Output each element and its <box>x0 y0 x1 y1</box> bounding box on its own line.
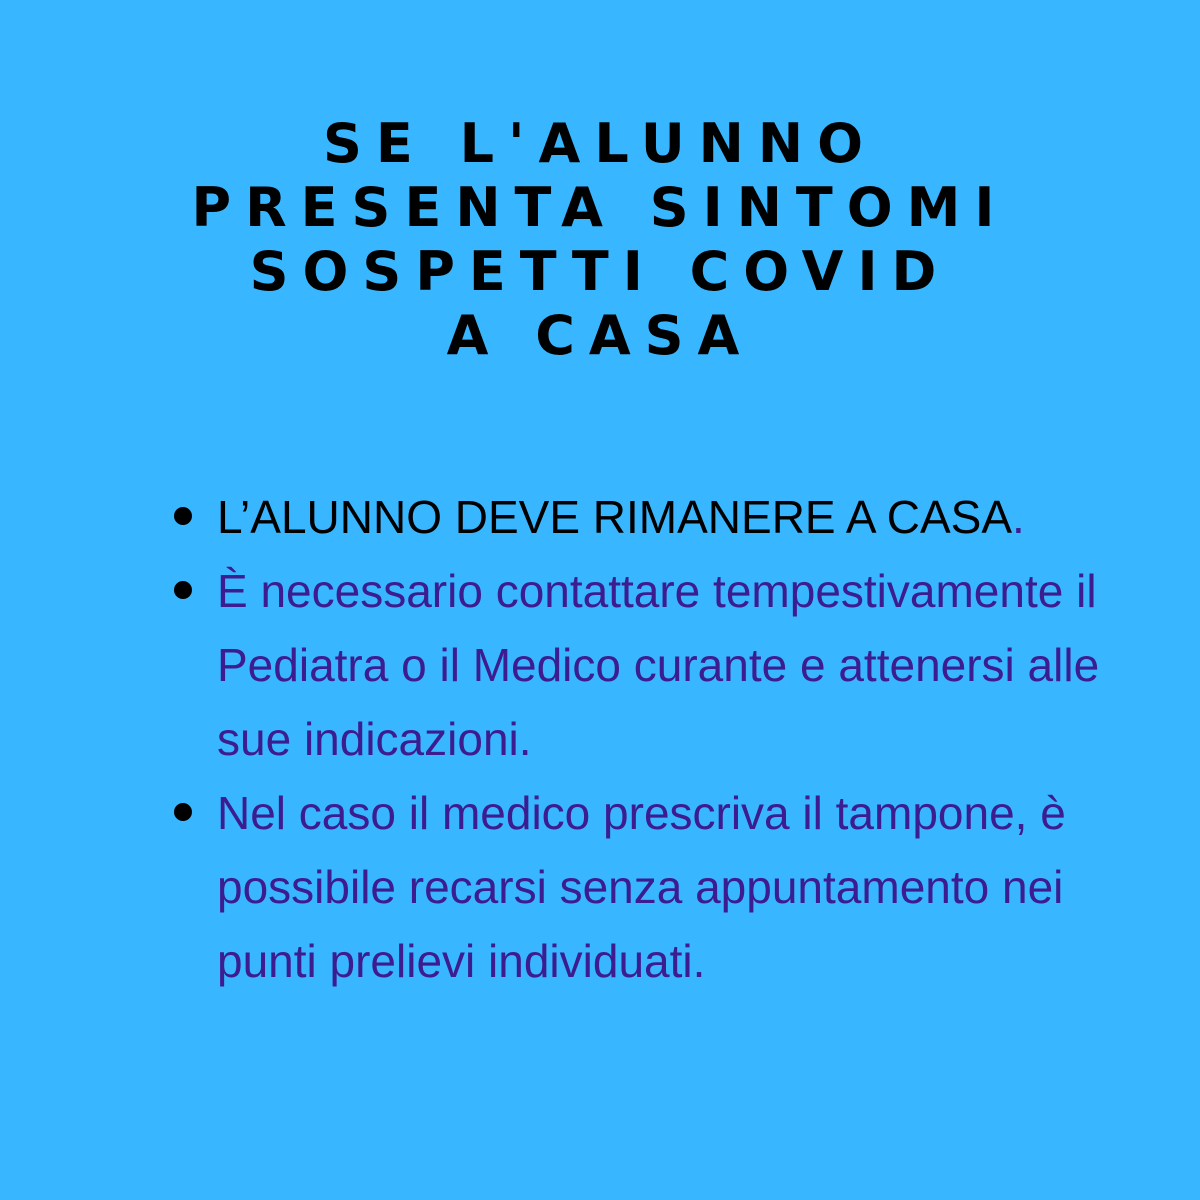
bullet-dot-icon <box>174 581 192 599</box>
page-title <box>0 112 1200 368</box>
title-line: SOSPETTI COVID <box>249 240 951 303</box>
list-item <box>160 480 1160 554</box>
list-item-tail-text: . <box>1012 491 1025 543</box>
list-item <box>160 776 1160 998</box>
title-line: A CASA <box>446 304 754 367</box>
title-line: SE L'ALUNNO <box>323 112 877 175</box>
title-line: PRESENTA SINTOMI <box>191 176 1009 239</box>
bullet-dot-icon <box>174 803 192 821</box>
bullet-dot-icon <box>174 507 192 525</box>
list-item-strong-text: L’ALUNNO DEVE RIMANERE A CASA <box>217 491 1013 543</box>
list-item <box>160 554 1160 776</box>
list-item-text: Nel caso il medico prescriva il tampone, è possibile recarsi senza appuntamento nei punti prelievi individuati. <box>217 787 1066 987</box>
list-item-text: È necessario contattare tempestivamente il Pediatra o il Medico curante e attenersi alle sue indicazioni. <box>217 565 1100 765</box>
bullet-list <box>160 480 1160 998</box>
